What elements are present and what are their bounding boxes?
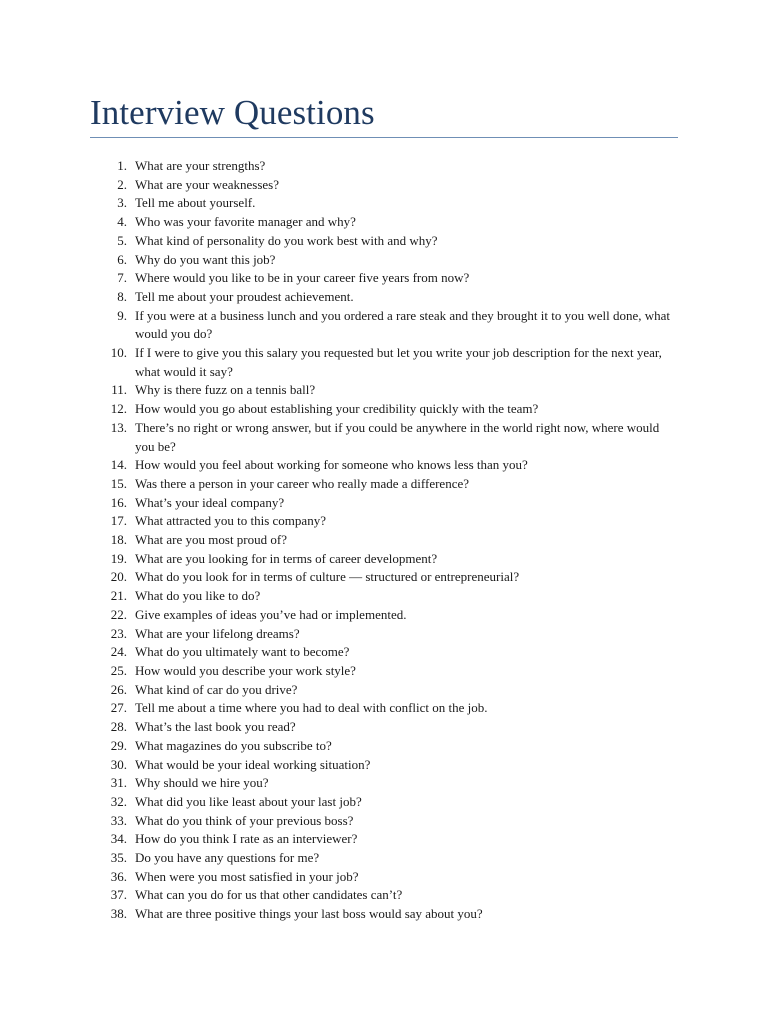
list-item [0,251,675,270]
list-item [0,512,675,531]
question-number: 38. [110,906,127,922]
title-underline [90,137,678,138]
question-number: 25. [110,662,127,678]
list-item [0,344,675,381]
question-text: How would you go about establishing your credibility quickly with the team? [135,401,539,417]
list-item [0,737,675,756]
list-item [0,643,675,662]
question-number: 13. [110,419,127,435]
question-text: What do you ultimately want to become? [135,644,350,660]
question-number: 22. [110,606,127,622]
question-text: What are you most proud of? [135,532,287,548]
question-text: What kind of personality do you work best with and why? [135,232,438,248]
question-number: 17. [110,513,127,529]
question-number: 21. [110,588,127,604]
question-text: Why do you want this job? [135,251,276,267]
question-number: 19. [110,550,127,566]
list-item [0,849,675,868]
question-number: 5. [117,232,127,248]
question-text: Why is there fuzz on a tennis ball? [135,382,316,398]
question-text: Tell me about your proudest achievement. [135,288,354,304]
list-item [0,550,675,569]
question-number: 4. [117,214,127,230]
questions-list [0,157,768,924]
question-text: What are three positive things your last boss would say about you? [135,906,483,922]
question-text: What kind of car do you drive? [135,681,298,697]
question-number: 9. [117,307,127,323]
question-text: What are your strengths? [135,158,266,173]
question-number: 1. [117,158,127,173]
list-item [0,307,675,344]
question-text: What are your lifelong dreams? [135,625,300,641]
question-number: 14. [110,457,127,473]
question-number: 36. [110,868,127,884]
question-text: What do you like to do? [135,588,261,604]
question-number: 10. [110,345,127,361]
page-title: Interview Questions [90,93,375,132]
question-text: What’s the last book you read? [135,719,296,735]
question-text: Tell me about a time where you had to deal with conflict on the job. [135,700,488,716]
question-number: 28. [110,719,127,735]
list-item [0,812,675,831]
question-number: 33. [110,812,127,828]
list-item [0,157,675,176]
list-item [0,568,675,587]
question-text: What magazines do you subscribe to? [135,737,332,753]
question-number: 35. [110,850,127,866]
question-text: Who was your favorite manager and why? [135,214,356,230]
question-text: What would be your ideal working situation? [135,756,371,772]
list-item [0,419,675,456]
question-text: What do you think of your previous boss? [135,812,354,828]
list-item [0,868,675,887]
list-item [0,381,675,400]
question-number: 18. [110,532,127,548]
list-item [0,756,675,775]
question-number: 2. [117,176,127,192]
question-text: Why should we hire you? [135,775,269,791]
question-text: Was there a person in your career who really made a difference? [135,475,470,491]
question-number: 16. [110,494,127,510]
list-item [0,269,675,288]
list-item [0,176,675,195]
list-item [0,830,675,849]
question-text: How would you feel about working for someone who knows less than you? [135,457,528,473]
question-text: What do you look for in terms of culture — structured or entrepreneurial? [135,569,520,585]
question-number: 8. [117,288,127,304]
question-text: There’s no right or wrong answer, but if you could be anywhere in the world right now, where would you be? [135,419,660,454]
list-item [0,531,675,550]
list-item [0,494,675,513]
question-text: Tell me about yourself. [135,195,256,211]
list-item [0,606,675,625]
question-text: Do you have any questions for me? [135,850,320,866]
question-text: What’s your ideal company? [135,494,285,510]
list-item [0,699,675,718]
list-item [0,475,675,494]
list-item [0,793,675,812]
question-number: 11. [111,382,127,398]
list-item [0,288,675,307]
list-item [0,625,675,644]
question-number: 12. [110,401,127,417]
list-item [0,718,675,737]
list-item [0,213,675,232]
question-number: 29. [110,737,127,753]
list-item [0,456,675,475]
question-text: Where would you like to be in your career five years from now? [135,270,470,286]
question-number: 26. [110,681,127,697]
question-number: 31. [110,775,127,791]
question-number: 20. [110,569,127,585]
list-item [0,905,675,924]
question-text: How do you think I rate as an interviewer? [135,831,358,847]
question-number: 15. [110,475,127,491]
list-item [0,681,675,700]
question-text: What can you do for us that other candidates can’t? [135,887,403,903]
list-item [0,587,675,606]
question-text: Give examples of ideas you’ve had or implemented. [135,606,407,622]
question-number: 23. [110,625,127,641]
question-number: 34. [110,831,127,847]
question-text: What are your weaknesses? [135,176,280,192]
question-text: What attracted you to this company? [135,513,326,529]
question-number: 30. [110,756,127,772]
question-number: 27. [110,700,127,716]
list-item [0,232,675,251]
list-item [0,774,675,793]
list-item [0,886,675,905]
list-item [0,194,675,213]
question-number: 24. [110,644,127,660]
question-text: If you were at a business lunch and you ordered a rare steak and they brought it to you well done, what would you do? [135,307,671,342]
question-number: 3. [117,195,127,211]
question-text: When were you most satisfied in your job? [135,868,359,884]
question-number: 37. [110,887,127,903]
question-number: 7. [117,270,127,286]
list-item [0,662,675,681]
question-text: What are you looking for in terms of career development? [135,550,438,566]
question-number: 6. [117,251,127,267]
list-item [0,400,675,419]
question-number: 32. [110,793,127,809]
question-text: If I were to give you this salary you requested but let you write your job description for the next year, what would it say? [135,345,662,379]
question-text: How would you describe your work style? [135,662,356,678]
question-text: What did you like least about your last job? [135,793,362,809]
